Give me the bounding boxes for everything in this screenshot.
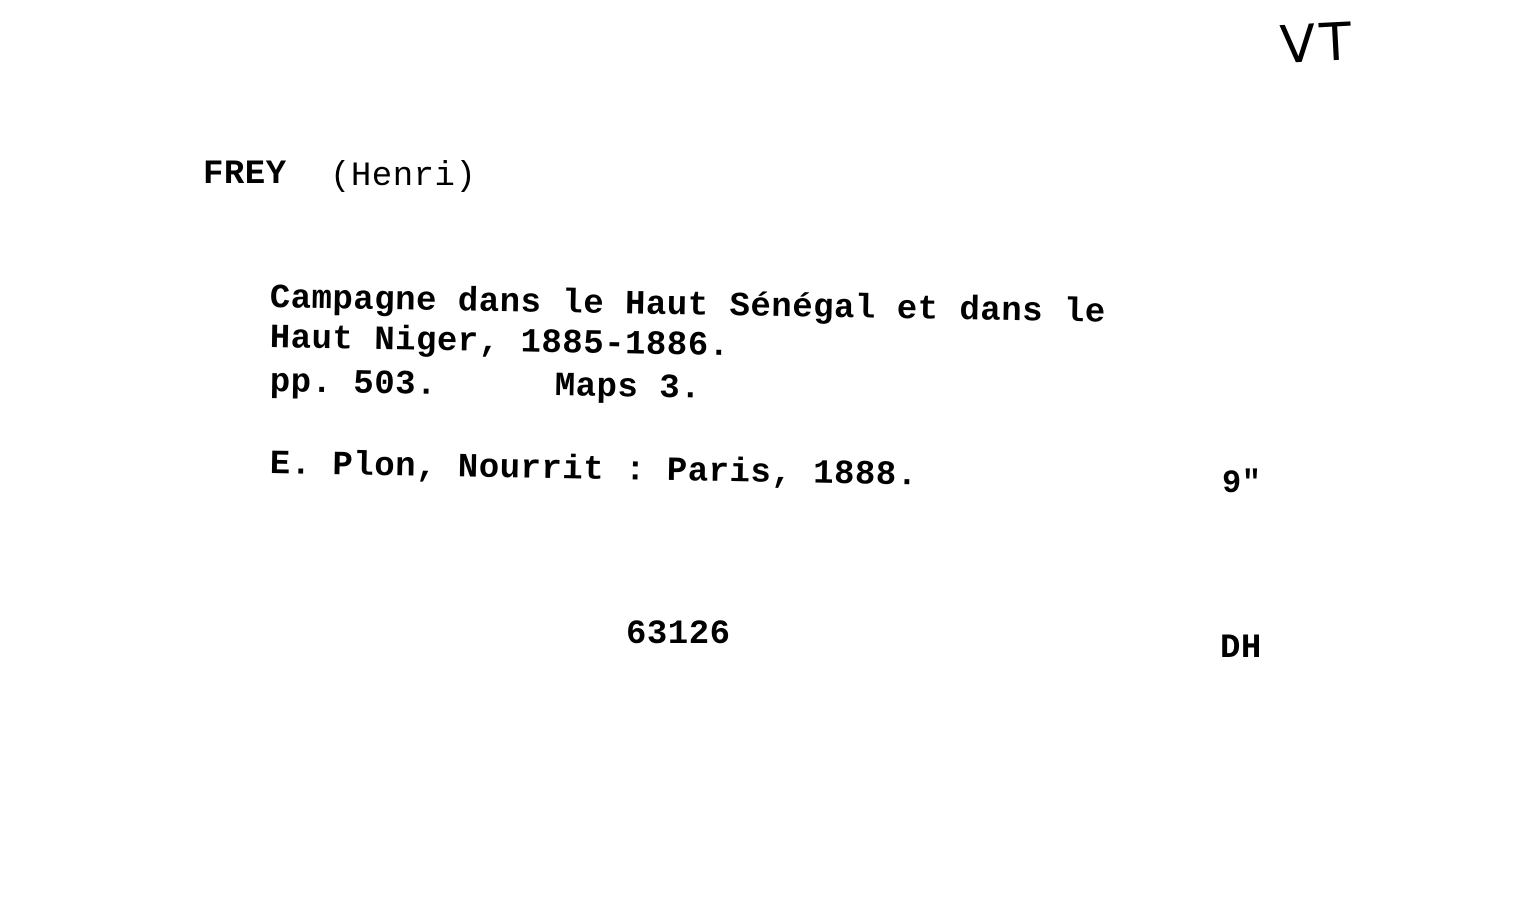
cataloguer-initials: DH [1220,630,1262,668]
author-given-name: (Henri) [330,158,477,196]
title-line-1: Campagne dans le Haut Sénégal et dans le [269,280,1107,333]
book-size: 9" [1222,465,1262,502]
accession-number: 63126 [626,616,731,654]
collation-maps: Maps 3. [554,368,702,409]
handwritten-corner-mark: VT [1278,12,1357,76]
collation-pages: pp. 503. [269,364,438,405]
author-surname: FREY [203,156,287,194]
title-line-2: Haut Niger, 1885-1886. [269,320,730,367]
imprint: E. Plon, Nourrit : Paris, 1888. [269,446,918,496]
